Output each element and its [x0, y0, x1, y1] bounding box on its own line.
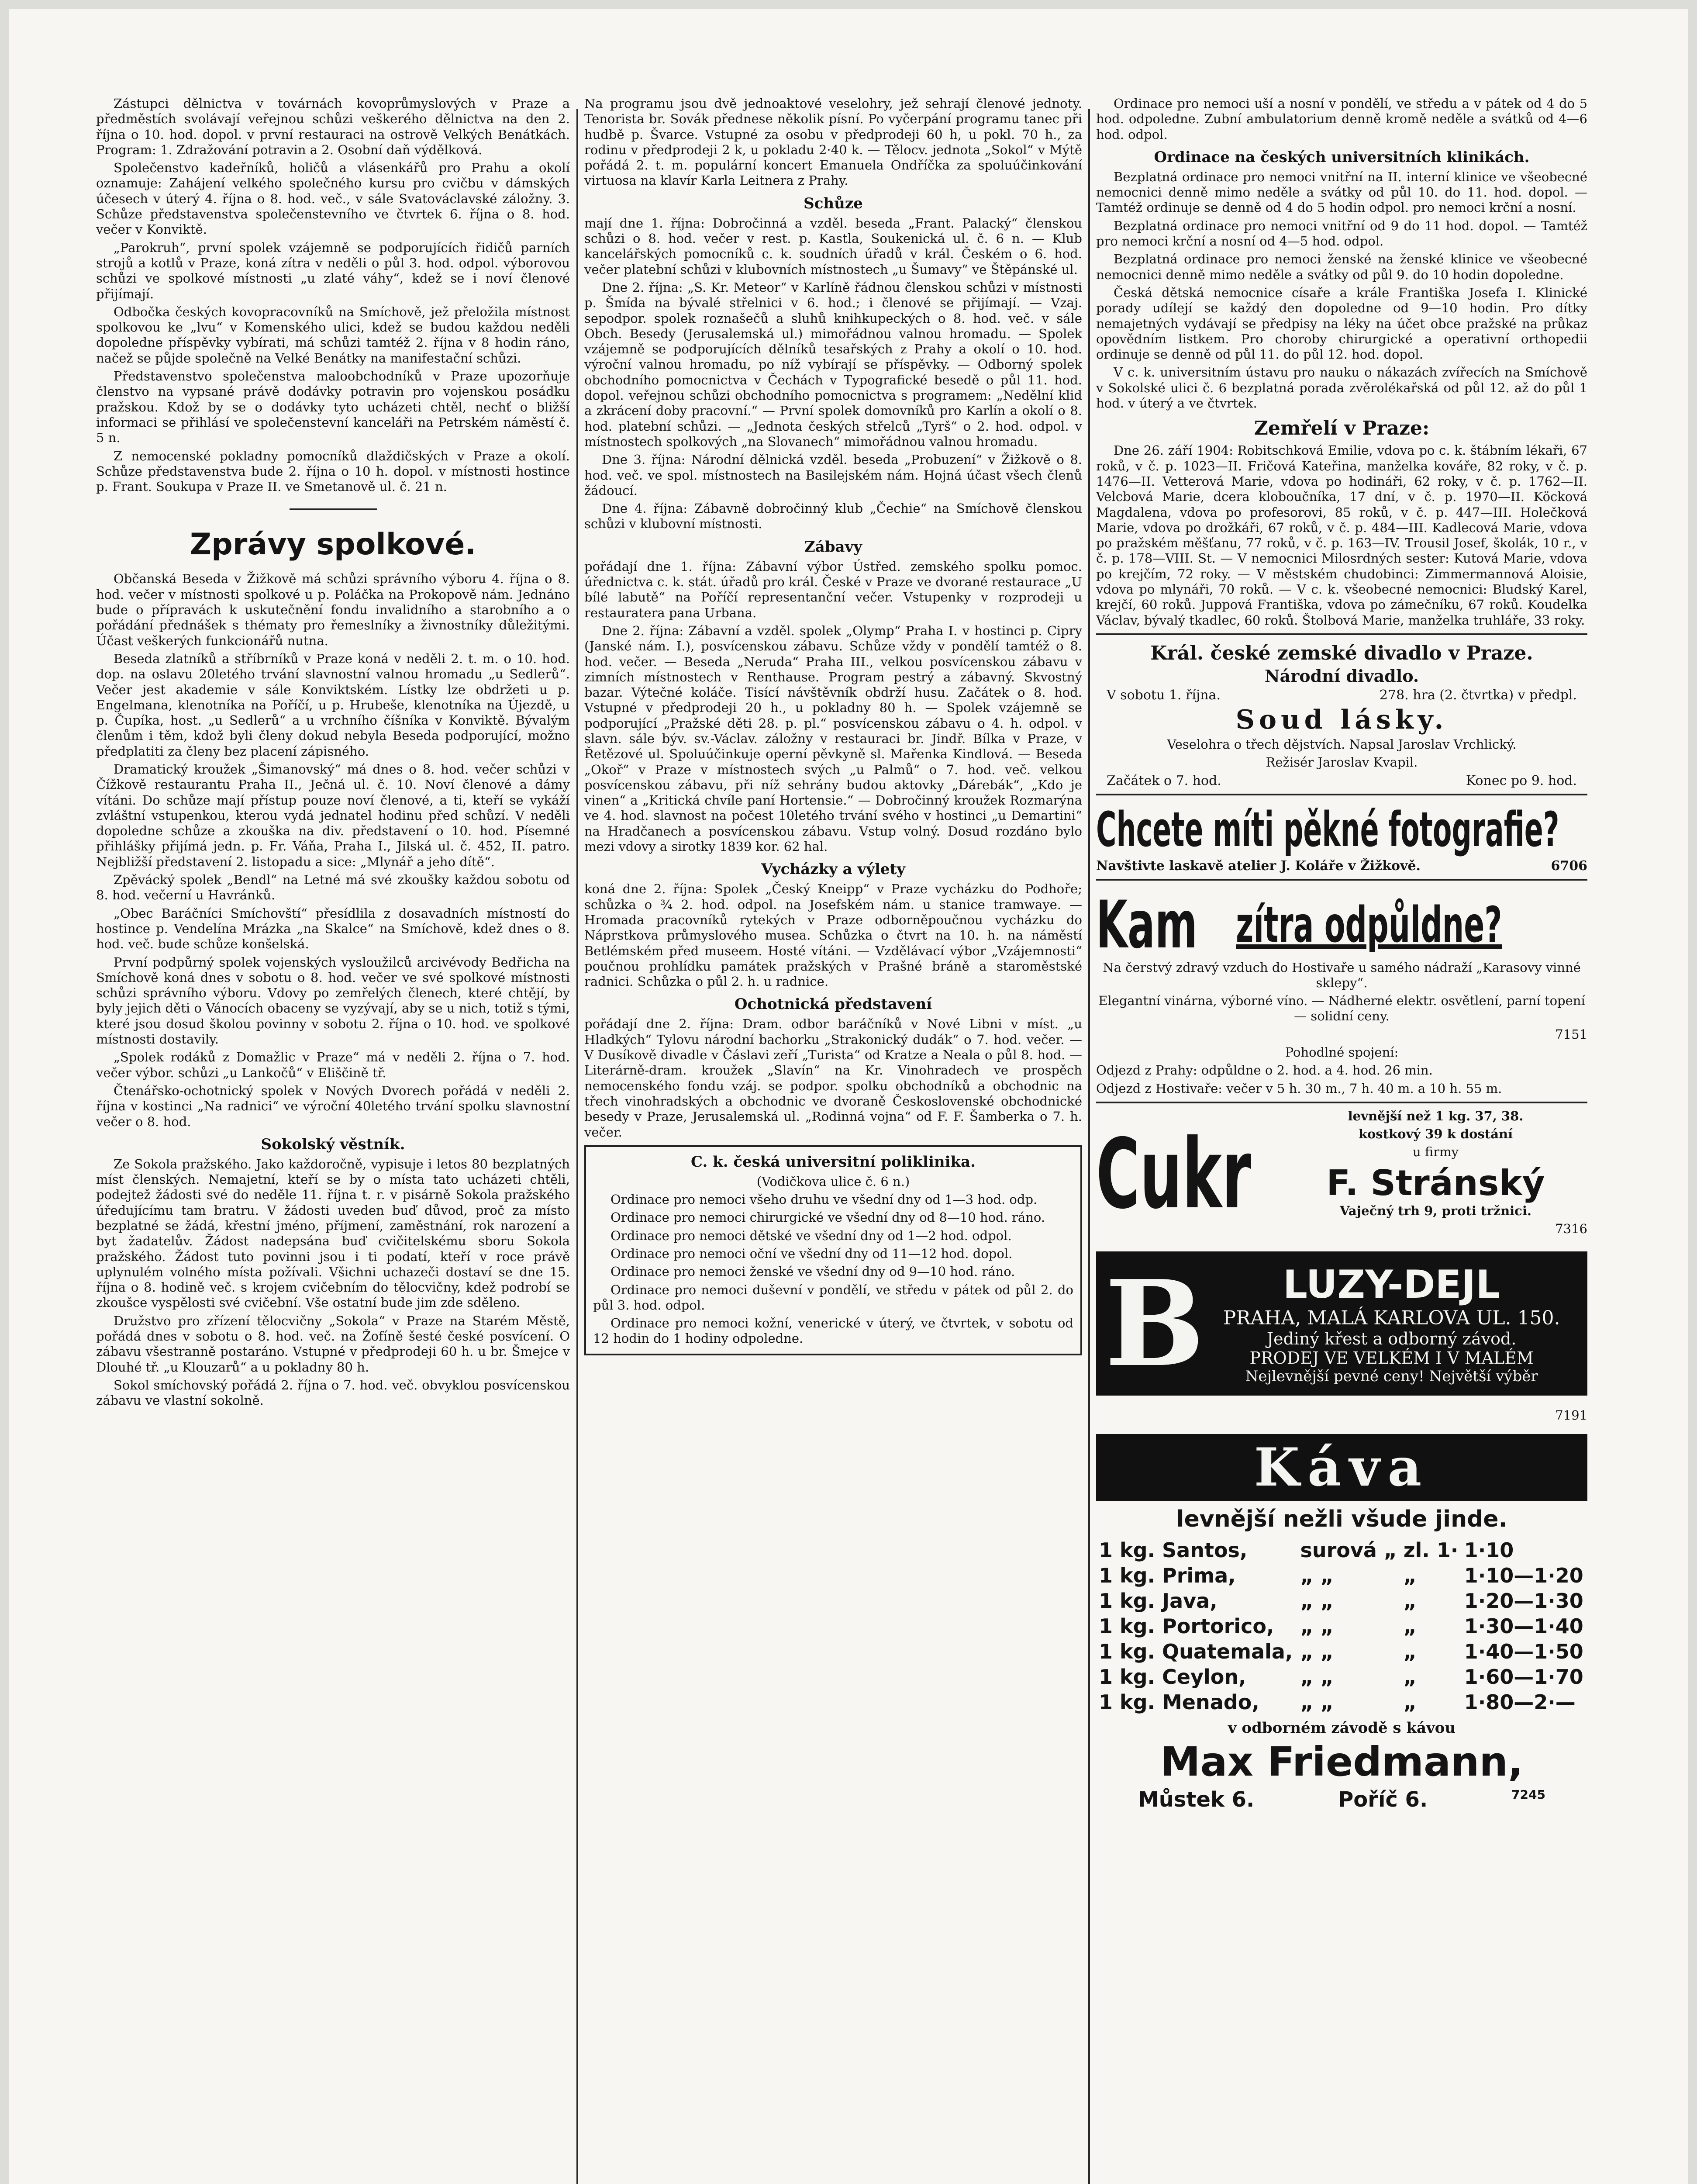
kava-address: Můstek 6. — [1138, 1787, 1255, 1812]
theatre-title: Král. české zemské divadlo v Praze. — [1150, 642, 1533, 664]
subsection-heading: Sokolský věstník. — [261, 1135, 405, 1153]
notice-paragraph: Z nemocenské pokladny pomocníků dlaždičských v Praze a okolí. Schůze představenstva bude 2. října o 10 h. dopol. v místnosti hostince p. Frant. Soukupa v Praze II. ve Smetanově ul. č. 21 n. — [96, 448, 570, 494]
column-divider — [576, 109, 578, 2184]
notice-paragraph: Společenstvo kadeřníků, holičů a vlásenkářů pro Prahu a okolí oznamuje: Zahájení velkého společného kursu pro cvičbu v dámských účesech v úterý 4. října o 8. hod. več., v sále Svatováclavské záložny. 3. Schůze představenstva společenstevního ve čtvrtek 6. října o 8. hod. večer v Konviktě. — [96, 160, 570, 237]
price-table — [1096, 1538, 1587, 1715]
notice-paragraph: „Parokruh“, první spolek vzájemně se podporujících řidičů parních strojů a kotlů v Praze, koná zítra v neděli o půl 3. hod. odpol. výborovou schůzi ve spolkové místnosti „u zlaté váhy“, kdež se i noví členové přijímají. — [96, 240, 570, 301]
meeting-notice: Dne 4. října: Zábavně dobročinný klub „Čechie“ na Smíchově členskou schůzi v klubovní místnosti. — [584, 501, 1082, 532]
meeting-notice: mají dne 1. října: Dobročinná a vzděl. beseda „Frant. Palacký“ členskou schůzi o 8. hod. večer v rest. p. Kastla, Soukenická ul. č. 6 n. — Klub kancelářských pomocníků c. k. soudních úřadů v král. Českém o 6. hod. večer platební schůzi v klubovních místnostech „u Šumavy“ ve Štěpánské ul. — [584, 215, 1082, 277]
clinic-notice: Ordinace pro nemoci uší a nosní v pondělí, ve středu a v pátek od 4 do 5 hod. odpoledne. Zubní ambulatorium denně kromě neděle a svátků od 4—6 hod. odpol. — [1096, 96, 1587, 142]
clinic-notice: Česká dětská nemocnice císaře a krále Františka Josefa I. Klinické porady udílejí se každý den dopoledne od 9—10 hodin. Pro dítky nemajetných vydávají se předpisy na léky na účet obce pražské na průkaz opovědním listkem. Pro choroby chirurgické a operativní orthopedii ordinuje se denně od půl 11. do půl 12. hod. dopol. — [1096, 285, 1587, 362]
price-row: 1 kg. Menado, „ „ „ 1·80—2·— — [1099, 1690, 1576, 1714]
ad-number: 7151 — [1555, 1026, 1587, 1042]
ad-number: 6706 — [1551, 858, 1587, 874]
subsection-heading: Zábavy — [804, 538, 862, 556]
price-row: 1 kg. Ceylon, „ „ „ 1·60—1·70 — [1099, 1665, 1583, 1689]
cukr-details — [1284, 1109, 1587, 1239]
kava-ad — [1096, 1434, 1587, 1812]
club-notice: Čtenářsko-ochotnický spolek v Nových Dvorech pořádá v neděli 2. října v kostinci „Na radnici“ ve výroční 40letého trvání spolku slavnostní večer o 8. hod. — [96, 1083, 570, 1129]
connection-row: Odjezd z Hostivaře: večer v 5 h. 30 m., 7 h. 40 m. a 10 h. 55 m. — [1096, 1081, 1502, 1096]
notice-paragraph: Na programu jsou dvě jednoaktové veselohry, jež sehrají členové jednoty. Tenorista br. Sovák přednese několik písní. Po vyčerpání programu tanec při hudbě p. Švarce. Vstupné za osobu v předprodeji 60 h, u pokl. 70 h., za rodinu v předprodeji 2 k, u pokladu 2·40 k. — Tělocv. jednota „Sokol“ v Mýtě pořádá 2. t. m. populární koncert Emanuela Ondříčka za spoluúčinkování virtuosa na klavír Karla Leitnera z Prahy. — [584, 96, 1082, 188]
ad-number: 7245 — [1511, 1787, 1546, 1802]
column-1 — [96, 96, 570, 2184]
clinic-subtitle: (Vodičkova ulice č. 6 n.) — [756, 1174, 910, 1189]
theatre-ad — [1096, 633, 1587, 788]
club-notice: Dramatický kroužek „Šimanovský“ má dnes o 8. hod. večer schůzi v Čížkově restaurantu Praha II., Ječná ul. č. 10. Noví členové a dámy vítáni. Do schůze mají přístup pouze noví členové, a ti, kteří se vykáží zvláštní vstupenkou, kterou vydá jednatel hodinu před schůzí. V neděli dopoledne schůze a zkouška na div. představení o 10. hod. Písemné přihlášky přijímá jedn. p. Fr. Váňa, Praha I., Jilská ul. č. 452, II. patro. Nejbližší představení 2. listopadu a sice: „Mlynář a jeho dítě“. — [96, 761, 570, 869]
sokol-notice: Ze Sokola pražského. Jako každoročně, vypisuje i letos 80 bezplatných míst členských. Nemajetní, kteří se by o místa tato ucházeti chtěli, podejtež žádosti své do neděle 11. října t. r. v pisárně Sokola pražského úředujícímu tam bratru. V žádosti uveden buď důvod, proč za místo bezplatné se žádá, křestní jméno, příjmení, zaměstnání, rok narození a byt žadatelův. Žádost nadepsána buď cvičitelskému sboru Sokola pražského. Žádost tuto povinni jsou i ti podatí, kteří v roce právě uplynulém volného místa požívali. Všichni uchazeči dostaví se dne 15. října o 8. hodině več. s krojem cvičebním do tělocvičny, kdež podrobí se zkoušce vyspělosti své cvičební. Vše ostatní bude jim zde sděleno. — [96, 1156, 570, 1310]
meeting-notice: Dne 2. října: „S. Kr. Meteor“ v Karlíně řádnou členskou schůzi v místnosti p. Šmída na bývalé střelnici v 6. hod.; i členové se přijímají. — Vzaj. sepodpor. spolek roznašečů a sluhů knihkupeckých o 8. hod. več. v sále Obch. Besedy (Jerusalemská ul.) mimořádnou valnou hromadu. — Spolek vzájemně se podporujících dělníků tesařských z Prahy a okolí o 10. hod. výroční valnou hromadu, po níž vybírají se příspěvky. — Odborný spolek obchodního pomocnictva v Čechách v Typografické besedě o půl 11. hod. dopol. veřejnou schůzi obchodního pomocnictva s programem: „Nedělní klid a zkrácení doby pracovní.“ — První spolek domovníků pro Karlín a okolí o 8. hod. platební schůzi. — „Jednota českých střelců „Tyrš“ o 2. hod. odpol. v místnostech spolkových „na Slovanech“ mimořádnou valnou hromadu. — [584, 280, 1082, 449]
clinic-notice: Bezplatná ordinace pro nemoci vnitřní na II. interní klinice ve všeobecné nemocnici denně mimo neděle a svátky od půl 10. do 11. hod. dopol. — Tamtéž ordinuje se denně od 4 do 5 hodin odpol. pro nemoci krční a nosní. — [1096, 169, 1587, 215]
photo-ad — [1096, 794, 1587, 874]
start-time: Začátek o 7. hod. — [1107, 773, 1221, 788]
photo-text: Navštivte laskavě atelier J. Koláře v Žižkově. — [1096, 858, 1421, 874]
subsection-heading: Ochotnická představení — [734, 995, 932, 1013]
clinic-item: Ordinace pro nemoci oční ve všední dny od 11—12 hod. dopol. — [611, 1246, 1013, 1261]
club-notice: Beseda zlatníků a stříbrníků v Praze koná v neděli 2. t. m. o 10. hod. dop. na oslavu 20letého trvání slavnostní valnou hromadu „u Sedlerů“. Večer jest akademie v sále Konviktském. Lístky lze obdržeti u p. Engelmana, klenotníka na Poříčí, u p. Hrubeše, klenotníka na Újezdě, u p. Čupíka, host. „u Sedlerů“ a u vrchního číšníka v Konviktě. Bývalým členům i těm, kdož byli členy dokud nebyla Beseda podporující, možno předplatiti za členy bez placení zápisného. — [96, 651, 570, 759]
ad-number: 7316 — [1555, 1221, 1587, 1237]
theatre-performance: 278. hra (2. čtvrtka) v předpl. — [1379, 687, 1577, 703]
clinic-notice: Bezplatná ordinace pro nemoci vnitřní od 9 do 11 hod. dopol. — Tamtéž pro nemoci krční a nosní od 4—5 hod. odpol. — [1096, 218, 1587, 249]
kava-address-row — [1096, 1787, 1587, 1812]
luzy-line: PRODEJ VE VELKÉM I V MALÉM — [1249, 1348, 1534, 1368]
section-divider — [290, 508, 377, 510]
section-title: Zprávy spolkové. — [190, 527, 476, 562]
theatre-subtitle: Národní divadlo. — [1264, 666, 1419, 686]
kava-subtitle: levnější nežli všude jinde. — [1176, 1506, 1507, 1532]
deaths-list: Dne 26. září 1904: Robitschková Emilie, vdova po c. k. štábním lékaři, 67 roků, v č. p. 1023—II. Fričová Kateřina, manželka kováře, 82 roky, v č. p. 1476—II. Vetterová Marie, vdova po hodináři, 62 roky, v č. p. 1762—II. Velcbová Marie, dcera kloboučníka, 17 dní, v č. p. 1970—II. Köcková Magdalena, vdova po profesorovi, 85 roků, v č. p. 447—III. Holečková Marie, vdova po drožkáři, 67 roků, v č. p. 484—III. Kadlecová Marie, vdova po pražském měšťanu, 77 roků, v č. p. 163—IV. Trousil Josef, školák, 10 r., v č. p. 178—VIII. St. — V nemocnici Milosrdných sester: Kutová Marie, vdova po krejčím, 72 roky. — V městském chudobinci: Zimmermannová Aloisie, vdova po mlynáři, 70 roků. — V c. k. všeobecné nemocnici: Bludský Karel, krejčí, 60 roků. Juppová Františka, vdova po zámečníku, 67 roků. Koudelka Václav, bývalý tkadlec, 60 roků. Štolbová Marie, manželka truhláře, 33 roky. — [1096, 443, 1587, 628]
luzy-line: Jediný křest a odborný závod. — [1266, 1329, 1517, 1349]
play-title: Soud lásky. — [1235, 704, 1448, 735]
cukr-line: levnější než 1 kg. 37, 38. — [1348, 1108, 1524, 1123]
play-description: Veselohra o třech dějstvích. Napsal Jaroslav Vrchlický. — [1167, 736, 1517, 752]
play-director: Režisér Jaroslav Kvapil. — [1266, 755, 1418, 770]
hostivar-text: Elegantní vinárna, výborné víno. — Nádherné elektr. osvětlení, parní topení — solidní ceny. — [1098, 993, 1585, 1024]
clinic-notice: Bezplatná ordinace pro nemoci ženské na ženské klinice ve všeobecné nemocnici denně mimo neděle a svátky od půl 9. do 10 hodin dopoledne. — [1096, 252, 1587, 282]
clinic-title: C. k. česká universitní poliklinika. — [691, 1153, 976, 1171]
cukr-firm: F. Stránský — [1326, 1162, 1545, 1203]
subsection-heading: Ordinace na českých universitních klinikách. — [1154, 148, 1530, 166]
luzy-text — [1204, 1262, 1579, 1385]
kam-headline — [1096, 886, 1587, 963]
entertainment-notice: Dne 2. října: Zábavní a vzděl. spolek „Olymp“ Praha I. v hostinci p. Cipry (Janské nám. I.), posvícenskou zábavu. Schůze vždy v pondělí tamtéž o 8. hod. večer. — Beseda „Neruda“ Praha III., velkou posvícenskou zábavu v zimních místnostech v Renthause. Program pestrý a zábavný. Skvostný bazar. Výtečné koláče. Tisící návštěvník obdrží husu. Začátek o 8. hod. Vstupné v předprodeji 20 h., u pokladny 80 h. — Spolek vzájemně se podporující „Pražské děti 28. p. pl.“ posvícenskou zábavu o 4. h. odpol. v slavn. sále býv. sv.-Václav. záložny v restauraci br. Jindř. Bílka v Praze, v Řetězové ul. Spoluúčinkuje operní pěvkyně sl. Mařenka Kindlová. — Beseda „Okoř“ v Praze v místnostech svých „u Palmů“ o 7. hod. več. velkou posvícenskou zábavu, při níž sehrány budou aktovky „Dárebák“, „Kdo je vinen“ a „Kritická chvíle paní Hortensie.“ — Dobročinný kroužek Rozmarýna ve 4. hod. slavnost na počest 10letého trvání svého v hostinci „u Demartini“ na Hradčanech a posvícenskou zábavu. Vstup volný. Dosud rozdáno bylo mezi vdovy a sirotky 1839 kor. 62 hal. — [584, 623, 1082, 854]
cukr-address: Vaječný trh 9, proti tržnici. — [1340, 1203, 1531, 1218]
kam-word: Kam — [1096, 887, 1197, 963]
clinic-item: Ordinace pro nemoci duševní v pondělí, ve středu v pátek od půl 2. do půl 3. hod. odpol. — [593, 1282, 1073, 1313]
column-3 — [1096, 96, 1587, 2184]
kava-note: v odborném závodě s kávou — [1228, 1719, 1456, 1737]
club-notice: První podpůrný spolek vojenských vysloužilců arcivévody Bedřicha na Smíchově koná dnes v sobotu o 8. hod. večer ve své spolkové místnosti schůzi správního výboru. Vdovy po zemřelých členech, které chtějí, by byly jejich děti o Vánocích obaceny se vyzývají, aby se u nich, totiž s tými, které jsou dosud školou povinny v sobotu 2. října o 10. hod. ve spolkové místnosti dostavily. — [96, 954, 570, 1047]
clinic-notice: V c. k. universitním ústavu pro nauku o nákazách zvířecích na Smíchově v Sokolské ulici č. 6 bezplatná porada zvěrolékařská od půl 12. až do půl 1 hod. v úterý a ve čtvrtek. — [1096, 365, 1587, 411]
club-notice: Zpěvácký spolek „Bendl“ na Letné má své zkoušky každou sobotu od 8. hod. večerní u Havránků. — [96, 872, 570, 903]
hostivar-ad — [1096, 879, 1587, 1096]
notice-paragraph: Zástupci dělnictva v továrnách kovoprůmyslových v Praze a předměstích svolávají veřejnou schůzi veškerého dělnictva na den 2. října o 10. hod. dopol. v první restauraci na ostrově Velkých Benátkách. Program: 1. Zdražování potravin a 2. Osobní daň výdělková. — [96, 96, 570, 157]
theatre-notice: pořádají dne 2. října: Dram. odbor baráčníků v Nové Libni v míst. „u Hladkých“ Tylovu národní bachorku „Strakonický dudák“ o 7. hod. večer. — V Dusíkově divadle v Čáslavi zeří „Turista“ od Kratze a Neala o půl 8. hod. — Literárně-dram. kroužek „Slavín“ na Kr. Vinohradech ve prospěch nemocenského fondu vzáj. se podpor. spolku obchodníků a obchodnic na třech vinohradských a obchodnic ve dvoraně Československé obchodnické besedy v Praze, Jerusalemská ul. „Rodinná vojna“ od F. F. Šamberka o 7. h. večer. — [584, 1016, 1082, 1140]
luzy-dejl-ad — [1096, 1251, 1587, 1396]
luzy-letter: B — [1105, 1254, 1205, 1393]
club-notice: Občanská Beseda v Žižkově má schůzi správního výboru 4. října o 8. hod. večer v místnosti spolkové u p. Poláčka na Prokopově nám. Jednáno bude o přípravách k uskutečnění fondu invalidního a starobního a o pořádání přednášek s thématy pro řemeslníky a živnostníky důležitými. Účast veškerých funkcionářů nutna. — [96, 571, 570, 648]
price-row: 1 kg. Prima, „ „ „ 1·10—1·20 — [1099, 1563, 1583, 1587]
price-row: 1 kg. Quatemala, „ „ „ 1·40—1·50 — [1099, 1639, 1583, 1663]
kava-address: Poříč 6. — [1338, 1787, 1428, 1812]
clinic-item: Ordinace pro nemoci ženské ve všední dny od 9—10 hod. ráno. — [611, 1264, 1015, 1279]
connection-heading: Pohodlné spojení: — [1285, 1044, 1399, 1060]
price-row: 1 kg. Portorico, „ „ „ 1·30—1·40 — [1099, 1614, 1583, 1638]
kam-rest: zítra odpůldne? — [1236, 896, 1502, 954]
excursion-notice: koná dne 2. října: Spolek „Český Kneipp“ v Praze vycházku do Podhoře; schůzka o ¾ 2. hod. odpol. na Josefském nám. u stanice tramwaye. — Hromada pracovníků rytekých v Praze odborněpoučnou vycházku do Náprstkova průmyslového musea. Schůzka o čtvrt na 10. h. na náměstí Betlémském před museem. Hosté vítáni. — Vzdělávací výbor „Vzájemnosti“ poučnou prohlídku památek pražských v Prašné bráně a staroměstské radnici. Schůzka o půl 2. h. u radnice. — [584, 881, 1082, 989]
photo-line — [1096, 858, 1587, 874]
theatre-date: V sobotu 1. října. — [1107, 687, 1221, 703]
connection-row: Odjezd z Prahy: odpůldne o 2. hod. a 4. hod. 26 min. — [1096, 1063, 1433, 1078]
notice-paragraph: Představenstvo společenstva maloobchodníků v Praze upozorňuje členstvo na vypsané právě dodávky potravin pro vojenskou posádku pražskou. Kdož by se o dodávky tyto ucházeti chtěl, nechť o bližší informaci se přihlásí ve společenstevní kanceláři na Petrském náměstí č. 5 n. — [96, 369, 570, 446]
club-notice: „Spolek rodáků z Domažlic v Praze“ má v neděli 2. října o 7. hod. večer výbor. schůzi „u Lankočů“ v Eliščině tř. — [96, 1050, 570, 1080]
price-row: 1 kg. Santos, surová „ zl. 1· 1·10 — [1099, 1538, 1514, 1562]
end-time: Konec po 9. hod. — [1466, 773, 1577, 788]
deaths-heading: Zemřelí v Praze: — [1254, 417, 1430, 440]
ad-number: 7191 — [1555, 1408, 1587, 1423]
notice-paragraph: Odbočka českých kovopracovníků na Smíchově, jež přeložila místnost spolkovou ke „lvu“ v Komenského ulici, kdež se budou každou neděli dopoledne příspěvky vybírati, má schůzi tamtéž 2. října v 8 hodin ráno, načež se půjde společně na Velké Benátky na manifestační schůzi. — [96, 304, 570, 366]
clinic-item: Ordinace pro nemoci dětské ve všední dny od 1—2 hod. odpol. — [611, 1228, 1012, 1243]
luzy-address: PRAHA, MALÁ KARLOVA UL. 150. — [1223, 1307, 1560, 1330]
photo-headline: Chcete míti pěkné fotografie? — [1096, 801, 1559, 857]
clinic-item: Ordinace pro nemoci kožní, venerické v úterý, ve čtvrtek, v sobotu od 12 hodin do 1 hodiny odpoledne. — [593, 1316, 1073, 1346]
theatre-time-row — [1096, 773, 1587, 788]
entertainment-notice: pořádají dne 1. října: Zábavní výbor Ústřed. zemského spolku pomoc. úřednictva c. k. stát. úřadů pro král. České v Praze ve dvorané restaurace „U bílé labutě“ na Poříčí representanční večer. Vstupenky v rozprodeji u restauratera pana Urbana. — [584, 559, 1082, 620]
column-divider — [1088, 109, 1090, 2184]
clinic-item: Ordinace pro nemoci všeho druhu ve všední dny od 1—3 hod. odp. — [611, 1192, 1038, 1207]
kava-firm: Max Friedmann, — [1160, 1738, 1523, 1785]
cukr-line: kostkový 39 k dostání — [1358, 1127, 1513, 1142]
clinic-box — [584, 1145, 1082, 1355]
sokol-notice: Sokol smíchovský pořádá 2. října o 7. hod. več. obvyklou posvícenskou zábavu ve vlastní sokolně. — [96, 1377, 570, 1408]
hostivar-text: Na čerstvý zdravý vzduch do Hostivaře u samého nádraží „Karasovy vinné sklepy“. — [1103, 960, 1581, 990]
meeting-notice: Dne 3. října: Národní dělnická vzděl. beseda „Probuzení“ v Žižkově o 8. hod. več. ve spol. místnostech na Basilejském nám. Hojná účast všech členů žádoucí. — [584, 452, 1082, 498]
cukr-word: Cukr — [1096, 1118, 1252, 1230]
price-row: 1 kg. Java, „ „ „ 1·20—1·30 — [1099, 1589, 1583, 1613]
luzy-name: LUZY-DEJL — [1283, 1262, 1500, 1307]
kava-title: Káva — [1096, 1434, 1587, 1501]
cukr-line: u firmy — [1413, 1144, 1459, 1160]
newspaper-page — [9, 9, 1688, 2184]
theatre-date-row — [1096, 688, 1587, 703]
club-notice: „Obec Baráčníci Smíchovští“ přesídlila z dosavadních místností do hostince p. Vendelína Mrázka „na Skalce“ na Smíchově, kdež dnes o 8. hod. več. bude schůze konšelská. — [96, 905, 570, 952]
column-2 — [584, 96, 1082, 2184]
sokol-notice: Družstvo pro zřízení tělocvičny „Sokola“ v Praze na Starém Městě, pořádá dnes v sobotu o 8. hod. več. na Žofíně šesté české posvícení. O zábavu všestranně postaráno. Vstupné v předprodeji 60 h. u br. Šmejce v Dlouhé tř. „u Klouzarů“ a u pokladny 80 h. — [96, 1313, 570, 1375]
subsection-heading: Vycházky a výlety — [761, 860, 906, 878]
subsection-heading: Schůze — [804, 194, 863, 212]
cukr-ad — [1096, 1102, 1587, 1239]
clinic-item: Ordinace pro nemoci chirurgické ve všední dny od 8—10 hod. ráno. — [611, 1210, 1045, 1225]
luzy-line: Nejlevnější pevné ceny! Největší výběr — [1245, 1368, 1538, 1386]
